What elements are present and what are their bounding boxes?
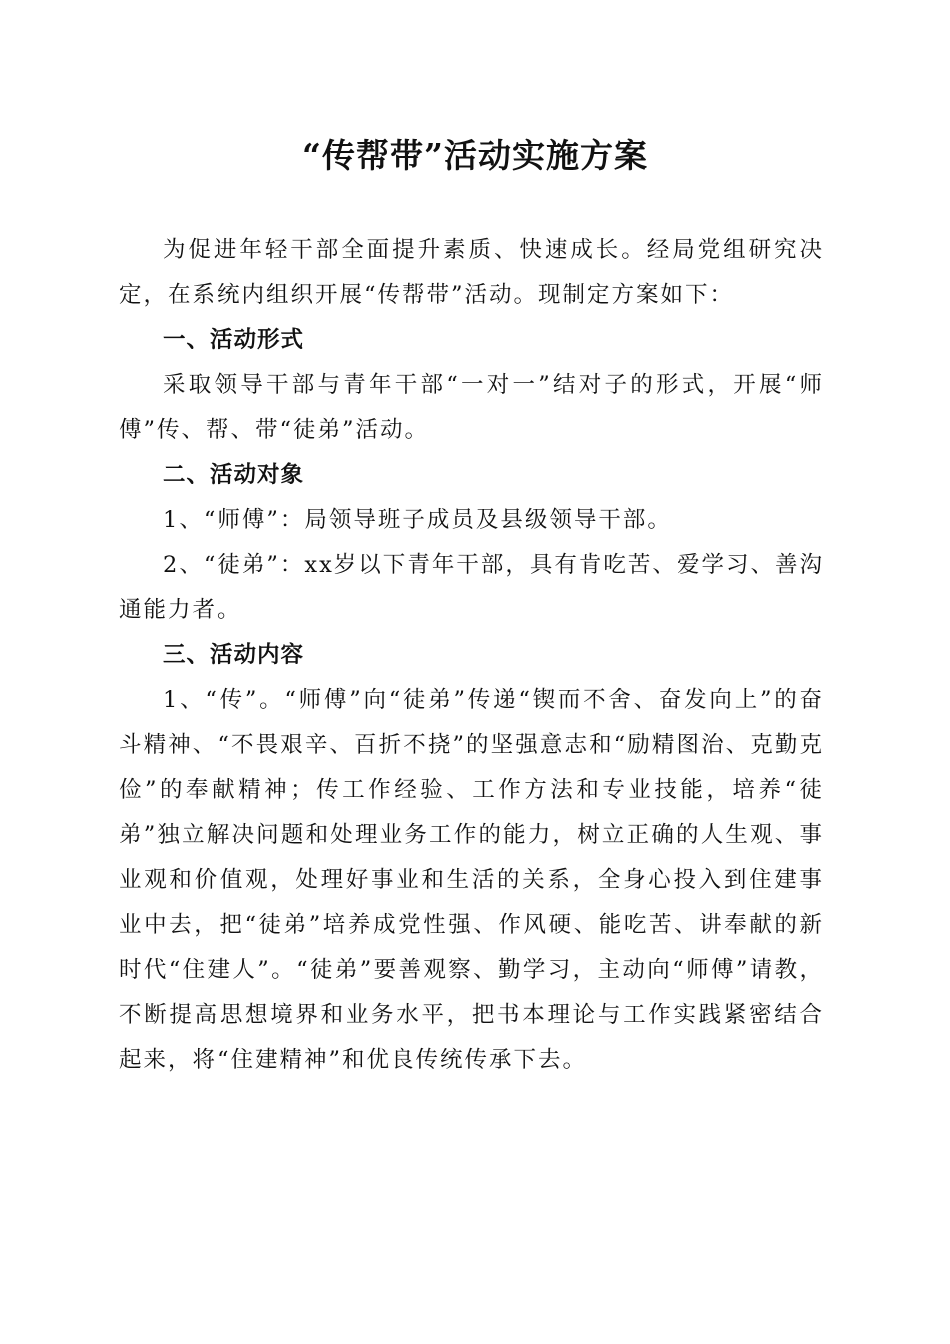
section-targets-item-2: 2、“徒弟”：xx岁以下青年干部，具有肯吃苦、爱学习、善沟通能力者。: [119, 552, 824, 623]
section-heading-content: 三、活动内容: [163, 642, 305, 668]
section-form-paragraph: 采取领导干部与青年干部“一对一”结对子的形式，开展“师傅”传、帮、带“徒弟”活动。: [119, 372, 824, 443]
document-title: “传帮带”活动实施方案: [302, 136, 648, 175]
section-heading-form: 一、活动形式: [163, 327, 305, 353]
section-targets-item-1: 1、“师傅”：局领导班子成员及县级领导干部。: [163, 507, 672, 533]
document-body: [119, 228, 824, 1083]
intro-paragraph: 为促进年轻干部全面提升素质、快速成长。经局党组研究决定，在系统内组织开展“传帮带”活动。现制定方案如下：: [119, 237, 824, 308]
section-heading-targets: 二、活动对象: [163, 462, 305, 488]
section-content-item-1: 1、“传”。“师傅”向“徒弟”传递“锲而不舍、奋发向上”的奋斗精神、“不畏艰辛、百折不挠”的坚强意志和“励精图治、克勤克俭”的奉献精神；传工作经验、工作方法和专业技能，培养“徒弟”独立解决问题和处理业务工作的能力，树立正确的人生观、事业观和价值观，处理好事业和生活的关系，全身心投入到住建事业中去，把“徒弟”培养成党性强、作风硬、能吃苦、讲奉献的新时代“住建人”。“徒弟”要善观察、勤学习，主动向“师傅”请教，不断提高思想境界和业务水平，把书本理论与工作实践紧密结合起来，将“住建精神”和优良传统传承下去。: [119, 687, 824, 1073]
